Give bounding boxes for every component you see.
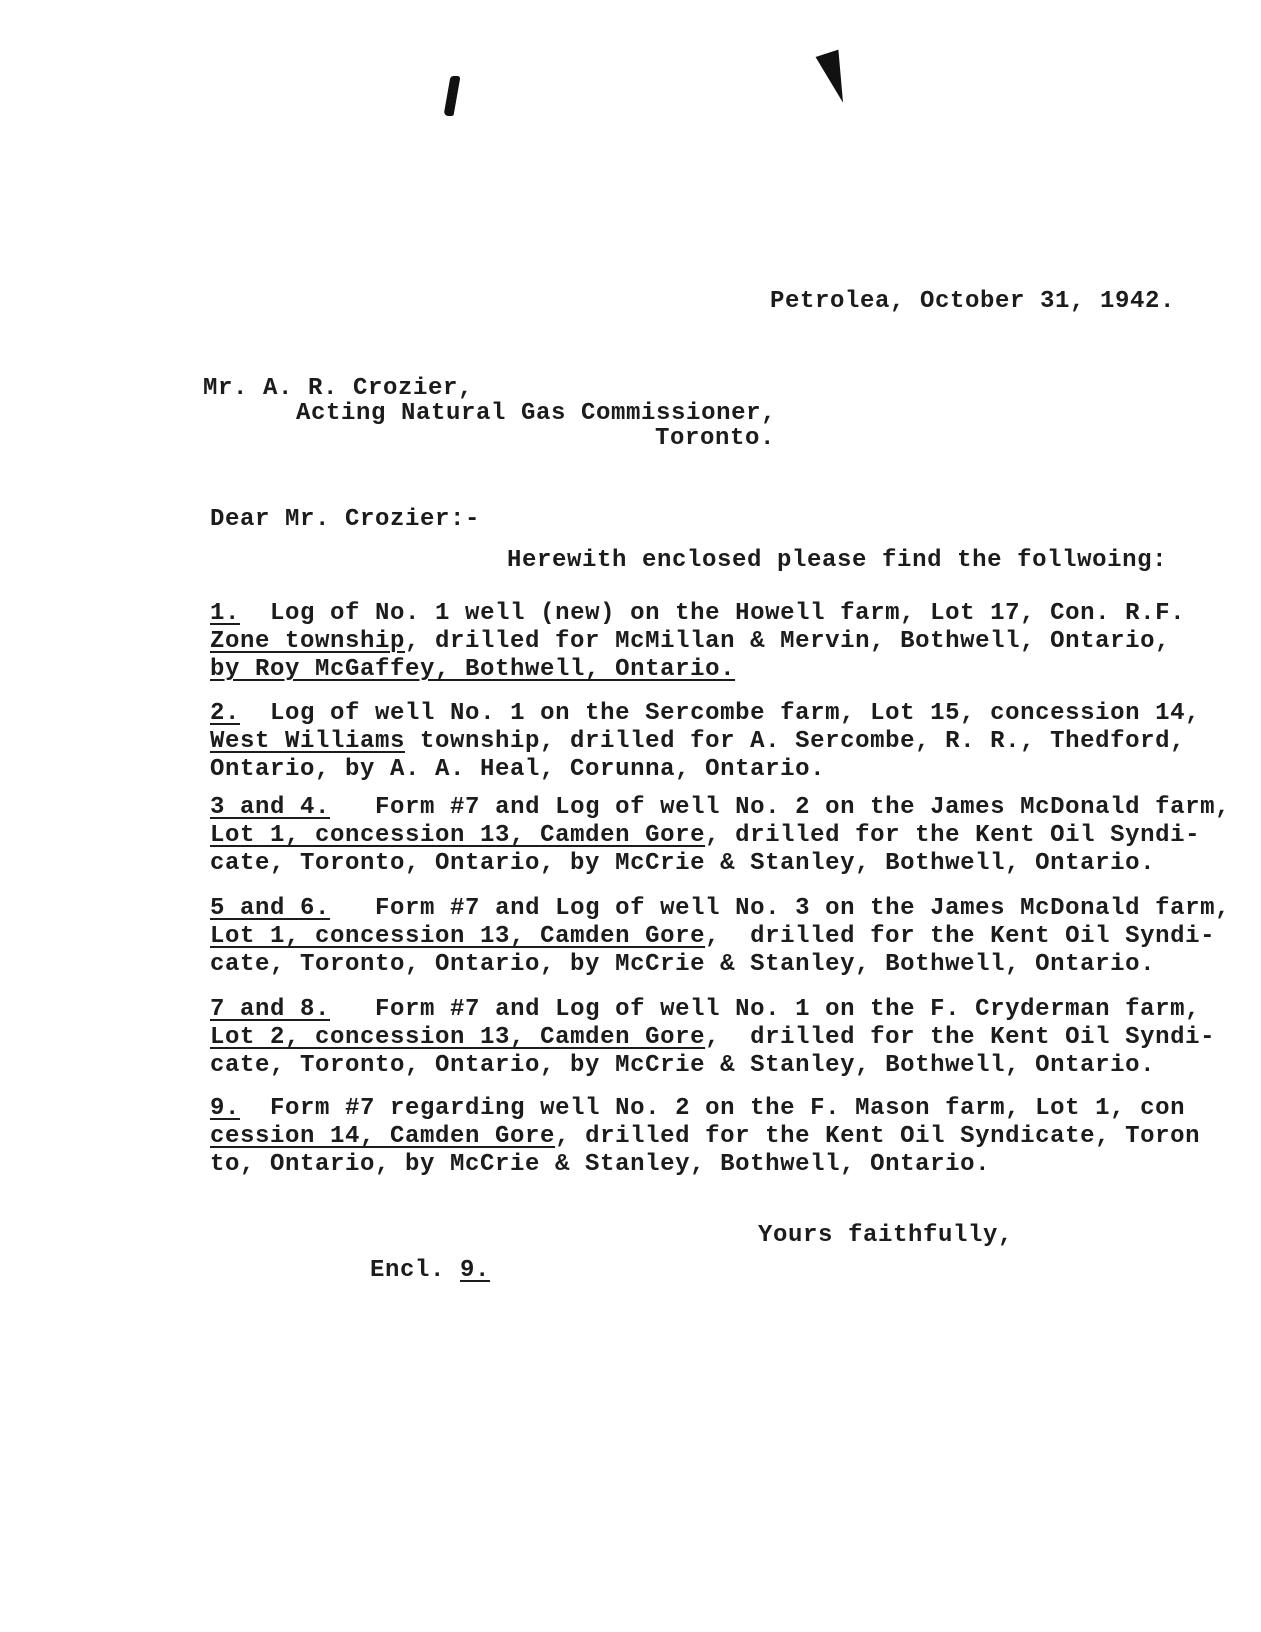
enclosure-item-1 (210, 600, 1220, 684)
enclosure-note (370, 1257, 490, 1285)
item-line (210, 628, 1220, 656)
item-line (210, 951, 1220, 979)
recipient-city: Toronto. (655, 425, 776, 452)
enclosure-item-7-8 (210, 996, 1220, 1080)
item-line (210, 794, 1231, 822)
item-number: 9. (210, 1095, 241, 1122)
item-text: cate, Toronto, Ontario, by McCrie & Stanley, Bothwell, Ontario. (210, 951, 1156, 978)
item-text: cession 14, (210, 1123, 391, 1150)
item-text: Form #7 and Log of well No. 2 on the James McDonald farm, (375, 794, 1231, 821)
recipient-title: Acting Natural Gas Commissioner, (296, 400, 777, 427)
item-line (210, 1151, 1220, 1179)
item-text: Lot 2, concession 13, (210, 1024, 541, 1051)
item-line (210, 822, 1220, 850)
item-text: Ontario, by A. A. Heal, Corunna, Ontario. (210, 756, 826, 783)
item-township: Camden Gore (390, 1123, 556, 1150)
item-line (210, 923, 1220, 951)
item-line (210, 656, 1220, 684)
item-line (210, 1024, 1220, 1052)
enclosure-item-5-6 (210, 895, 1231, 979)
item-text: Form #7 and Log of well No. 3 on the James McDonald farm, (375, 895, 1231, 922)
intro-line: Herewith enclosed please find the follwoing: (507, 547, 1168, 574)
item-text: , drilled for McMillan & Mervin, Bothwell, Ontario, (405, 628, 1171, 655)
item-township: Zone township (210, 628, 406, 655)
item-text: , drilled for the Kent Oil Syndi- (705, 1024, 1216, 1051)
closing: Yours faithfully, (758, 1222, 1014, 1249)
item-township: Camden Gore (540, 1024, 706, 1051)
item-line (210, 996, 1220, 1024)
item-text: cate, Toronto, Ontario, by McCrie & Stanley, Bothwell, Ontario. (210, 1052, 1156, 1079)
item-text: Log of No. 1 well (new) on the Howell farm, Lot 17, Con. R.F. (270, 600, 1186, 627)
item-line (210, 1052, 1220, 1080)
item-text: , drilled for the Kent Oil Syndicate, Toron (555, 1123, 1201, 1150)
enclosure-item-3-4 (210, 794, 1231, 878)
date-line: Petrolea, October 31, 1942. (770, 288, 1176, 315)
item-line (210, 756, 1220, 784)
item-text: to, Ontario, by McCrie & Stanley, Bothwell, Ontario. (210, 1151, 991, 1178)
enclosure-count: 9. (460, 1257, 491, 1284)
item-text: Lot 1, concession 13, (210, 923, 541, 950)
item-number: 7 and 8. (210, 996, 331, 1023)
item-text: Form #7 and Log of well No. 1 on the F. Cryderman farm, (375, 996, 1201, 1023)
item-text: Form #7 regarding well No. 2 on the F. Mason farm, Lot 1, con (270, 1095, 1186, 1122)
hole-punch-mark-left (443, 76, 460, 116)
item-number: 1. (210, 600, 241, 627)
item-line (210, 700, 1220, 728)
hole-punch-mark-right (816, 50, 855, 107)
item-text: Lot 1, concession 13, (210, 822, 541, 849)
item-text: Log of well No. 1 on the Sercombe farm, Lot 15, concession 14, (270, 700, 1201, 727)
item-line (210, 728, 1220, 756)
enclosure-item-2 (210, 700, 1220, 784)
item-line (210, 1095, 1220, 1123)
item-line (210, 600, 1220, 628)
item-number: 2. (210, 700, 241, 727)
recipient-name: Mr. A. R. Crozier, (203, 375, 474, 402)
item-text: , drilled for the Kent Oil Syndi- (705, 923, 1216, 950)
item-line (210, 1123, 1220, 1151)
item-number: 3 and 4. (210, 794, 331, 821)
salutation: Dear Mr. Crozier:- (210, 506, 481, 533)
item-township: Camden Gore (540, 923, 706, 950)
item-text: cate, Toronto, Ontario, by McCrie & Stanley, Bothwell, Ontario. (210, 850, 1156, 877)
enclosure-label: Encl. (370, 1257, 461, 1284)
item-line (210, 850, 1220, 878)
item-number: 5 and 6. (210, 895, 331, 922)
item-text: township, drilled for A. Sercombe, R. R., Thedford, (405, 728, 1186, 755)
item-text: by Roy McGaffey, Bothwell, Ontario. (210, 656, 736, 683)
item-line (210, 895, 1231, 923)
item-township: Camden Gore (540, 822, 706, 849)
item-township: West Williams (210, 728, 406, 755)
item-text: , drilled for the Kent Oil Syndi- (705, 822, 1201, 849)
enclosure-item-9 (210, 1095, 1220, 1179)
